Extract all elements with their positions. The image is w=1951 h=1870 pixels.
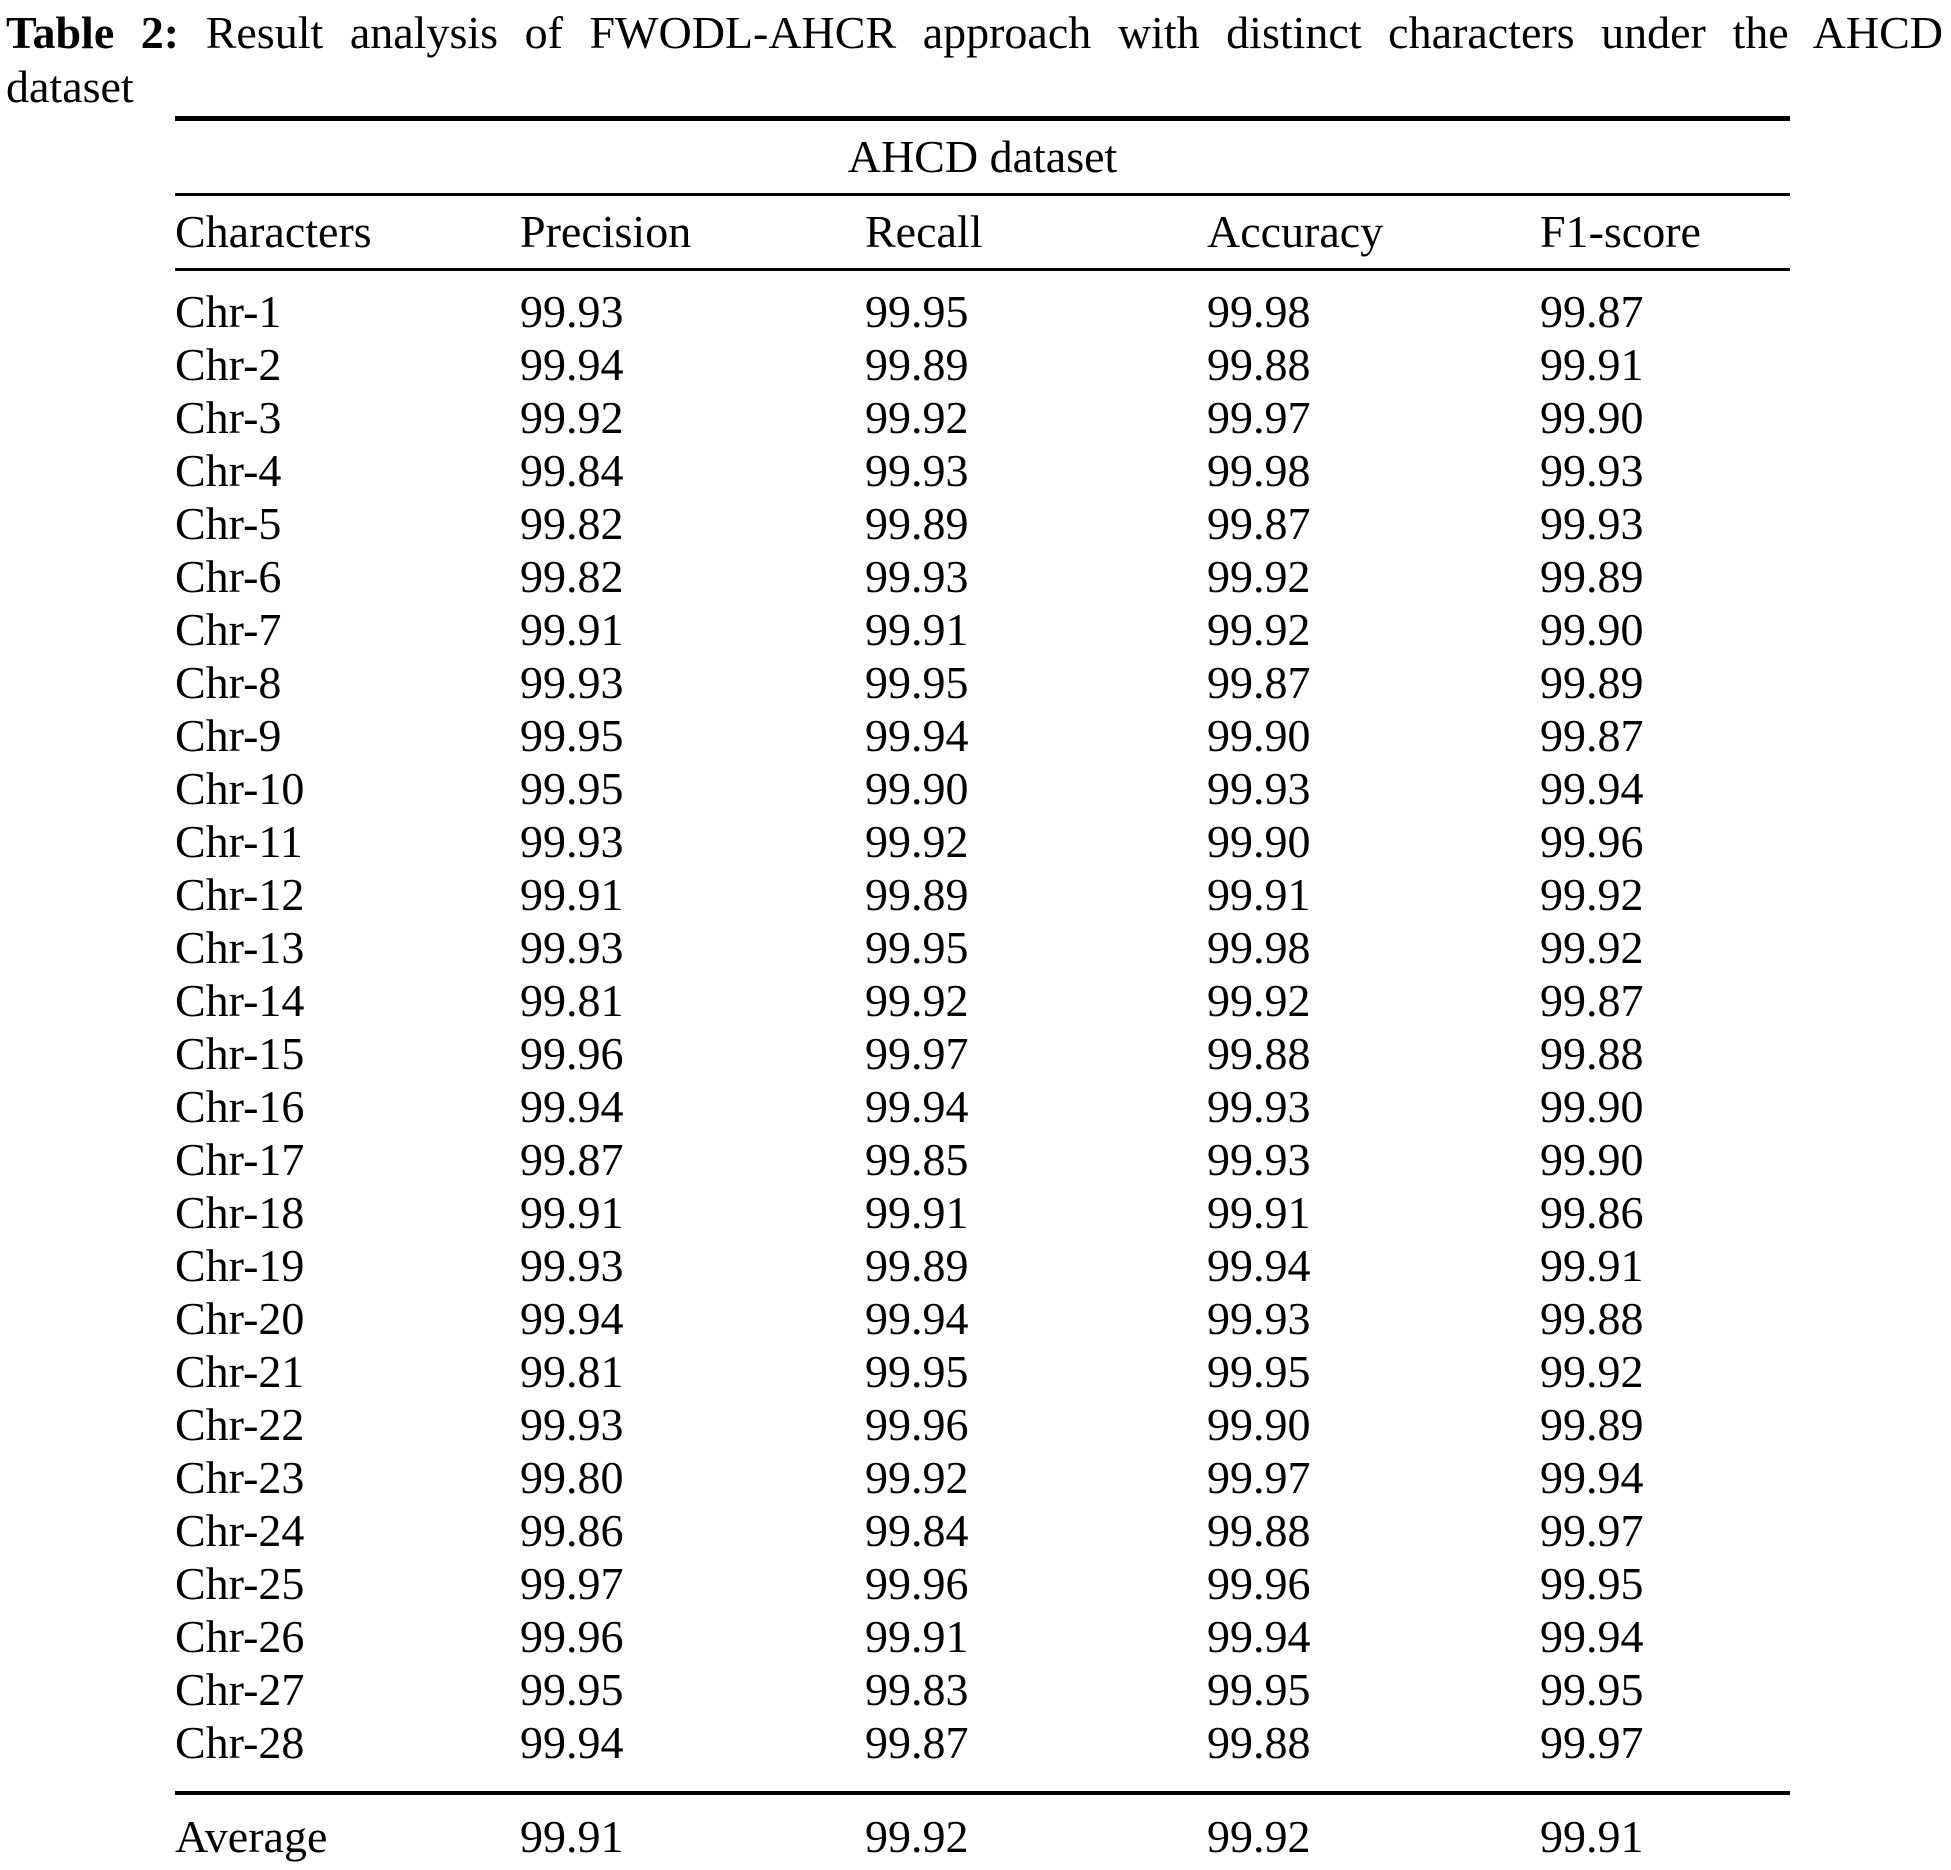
row-character-label: Chr-3 [175,391,282,443]
accuracy-value: 99.90 [1207,815,1311,867]
accuracy-value: 99.97 [1207,1451,1311,1503]
precision-value: 99.87 [520,1133,624,1185]
precision-value: 99.93 [520,656,624,708]
recall-value: 99.97 [865,1027,969,1079]
precision-value: 99.96 [520,1610,624,1662]
precision-value: 99.91 [520,1186,624,1238]
precision-value: 99.95 [520,1663,624,1715]
row-character-label: Chr-24 [175,1504,305,1556]
recall-value: 99.87 [865,1716,1207,1793]
recall-value: 99.96 [865,1557,969,1609]
table-row [175,974,1790,1027]
results-table-foot [175,1793,1790,1870]
row-character-label: Chr-8 [175,656,282,708]
f1-score-value: 99.87 [1540,285,1644,337]
precision-value: 99.97 [520,1557,624,1609]
table-row [175,391,1790,444]
row-character-label: Chr-22 [175,1398,305,1450]
precision-value: 99.92 [520,391,624,443]
recall-value: 99.89 [865,338,969,390]
recall-value: 99.95 [865,921,969,973]
f1-score-value: 99.90 [1540,1080,1644,1132]
average-precision-value: 99.91 [520,1793,865,1870]
accuracy-value: 99.88 [1207,1504,1311,1556]
precision-value: 99.95 [520,709,624,761]
recall-value: 99.89 [865,497,969,549]
accuracy-value: 99.93 [1207,1133,1311,1185]
table-row [175,1186,1790,1239]
f1-score-value: 99.90 [1540,603,1644,655]
precision-value: 99.96 [520,1027,624,1079]
f1-score-value: 99.97 [1540,1716,1790,1793]
table-row [175,1133,1790,1186]
accuracy-value: 99.98 [1207,921,1311,973]
accuracy-value: 99.92 [1207,603,1311,655]
recall-value: 99.92 [865,974,969,1026]
f1-score-value: 99.89 [1540,550,1644,602]
precision-value: 99.94 [520,1716,865,1793]
row-character-label: Chr-19 [175,1239,305,1291]
row-character-label: Chr-14 [175,974,305,1026]
column-header-f1-score: F1-score [1540,195,1790,270]
precision-value: 99.91 [520,868,624,920]
row-character-label: Chr-18 [175,1186,305,1238]
precision-value: 99.86 [520,1504,624,1556]
recall-value: 99.95 [865,285,969,337]
table-row [175,1451,1790,1504]
f1-score-value: 99.92 [1540,1345,1644,1397]
accuracy-value: 99.94 [1207,1239,1311,1291]
recall-value: 99.92 [865,815,969,867]
recall-value: 99.95 [865,656,969,708]
recall-value: 99.93 [865,550,969,602]
recall-value: 99.91 [865,603,969,655]
table-row [175,921,1790,974]
accuracy-value: 99.93 [1207,1080,1311,1132]
row-character-label: Chr-4 [175,444,282,496]
average-f1-score-value: 99.91 [1540,1793,1790,1870]
table-row [175,762,1790,815]
f1-score-value: 99.95 [1540,1557,1644,1609]
table-row [175,1239,1790,1292]
f1-score-value: 99.88 [1540,1292,1644,1344]
accuracy-value: 99.94 [1207,1610,1311,1662]
accuracy-value: 99.97 [1207,391,1311,443]
table-row [175,338,1790,391]
f1-score-value: 99.86 [1540,1186,1644,1238]
row-character-label: Chr-13 [175,921,305,973]
precision-value: 99.80 [520,1451,624,1503]
recall-value: 99.91 [865,1610,969,1662]
precision-value: 99.95 [520,762,624,814]
accuracy-value: 99.90 [1207,1398,1311,1450]
recall-value: 99.94 [865,1080,969,1132]
f1-score-value: 99.90 [1540,1133,1644,1185]
row-character-label: Chr-15 [175,1027,305,1079]
row-character-label: Chr-17 [175,1133,305,1185]
recall-value: 99.85 [865,1133,969,1185]
accuracy-value: 99.88 [1207,1716,1540,1793]
precision-value: 99.91 [520,603,624,655]
precision-value: 99.93 [520,921,624,973]
row-character-label: Chr-11 [175,815,303,867]
row-character-label: Chr-10 [175,762,305,814]
precision-value: 99.93 [520,1398,624,1450]
table-row [175,1716,1790,1793]
f1-score-value: 99.90 [1540,391,1644,443]
table-row [175,1557,1790,1610]
accuracy-value: 99.90 [1207,709,1311,761]
table-row [175,270,1790,339]
f1-score-value: 99.92 [1540,921,1644,973]
table-row [175,1610,1790,1663]
average-row [175,1793,1790,1870]
table-row [175,1080,1790,1133]
accuracy-value: 99.88 [1207,338,1311,390]
f1-score-value: 99.88 [1540,1027,1644,1079]
f1-score-value: 99.89 [1540,1398,1644,1450]
recall-value: 99.96 [865,1398,969,1450]
row-character-label: Chr-28 [175,1716,520,1793]
average-row-label: Average [175,1793,520,1870]
f1-score-value: 99.87 [1540,974,1644,1026]
results-table [175,116,1790,1870]
table-row [175,815,1790,868]
average-accuracy-value: 99.92 [1207,1793,1540,1870]
column-header-precision: Precision [520,195,865,270]
accuracy-value: 99.92 [1207,974,1311,1026]
span-header-ahcd-dataset: AHCD dataset [175,119,1790,195]
f1-score-value: 99.94 [1540,1610,1644,1662]
precision-value: 99.81 [520,1345,624,1397]
accuracy-value: 99.91 [1207,868,1311,920]
recall-value: 99.94 [865,1292,969,1344]
accuracy-value: 99.87 [1207,656,1311,708]
precision-value: 99.82 [520,497,624,549]
recall-value: 99.89 [865,1239,969,1291]
table-body [175,270,1790,1794]
accuracy-value: 99.98 [1207,444,1311,496]
column-header-row [175,195,1790,270]
recall-value: 99.89 [865,868,969,920]
table-row [175,1292,1790,1345]
table-row [175,497,1790,550]
accuracy-value: 99.87 [1207,497,1311,549]
average-recall-value: 99.92 [865,1793,1207,1870]
precision-value: 99.93 [520,285,624,337]
table-row [175,444,1790,497]
row-character-label: Chr-12 [175,868,305,920]
f1-score-value: 99.92 [1540,868,1644,920]
row-character-label: Chr-26 [175,1610,305,1662]
table-caption-line1 [6,6,1943,60]
precision-value: 99.81 [520,974,624,1026]
span-header-row [175,119,1790,195]
f1-score-value: 99.94 [1540,1451,1644,1503]
recall-value: 99.92 [865,391,969,443]
table-caption-line2: dataset [6,61,134,112]
table-caption-text: Result analysis of FWODL-AHCR approach with distinct characters under the AHCD [205,7,1944,58]
f1-score-value: 99.94 [1540,762,1644,814]
recall-value: 99.90 [865,762,969,814]
recall-value: 99.95 [865,1345,969,1397]
precision-value: 99.94 [520,1080,624,1132]
row-character-label: Chr-6 [175,550,282,602]
accuracy-value: 99.98 [1207,285,1311,337]
table-row [175,1398,1790,1451]
recall-value: 99.93 [865,444,969,496]
f1-score-value: 99.87 [1540,709,1644,761]
results-table-head [175,119,1790,270]
row-character-label: Chr-16 [175,1080,305,1132]
row-character-label: Chr-25 [175,1557,305,1609]
table-row [175,868,1790,921]
f1-score-value: 99.93 [1540,497,1644,549]
f1-score-value: 99.96 [1540,815,1644,867]
recall-value: 99.94 [865,709,969,761]
row-character-label: Chr-9 [175,709,282,761]
row-character-label: Chr-1 [175,285,282,337]
table-row [175,656,1790,709]
table-row [175,1504,1790,1557]
column-header-recall: Recall [865,195,1207,270]
table-row [175,1027,1790,1080]
f1-score-value: 99.91 [1540,338,1644,390]
table-caption [0,0,1951,114]
f1-score-value: 99.93 [1540,444,1644,496]
recall-value: 99.92 [865,1451,969,1503]
row-character-label: Chr-2 [175,338,282,390]
accuracy-value: 99.95 [1207,1663,1311,1715]
table-row [175,709,1790,762]
accuracy-value: 99.88 [1207,1027,1311,1079]
f1-score-value: 99.89 [1540,656,1644,708]
column-header-characters: Characters [175,195,520,270]
row-character-label: Chr-21 [175,1345,305,1397]
accuracy-value: 99.91 [1207,1186,1311,1238]
precision-value: 99.84 [520,444,624,496]
f1-score-value: 99.95 [1540,1663,1644,1715]
precision-value: 99.93 [520,1239,624,1291]
accuracy-value: 99.92 [1207,550,1311,602]
row-character-label: Chr-7 [175,603,282,655]
recall-value: 99.83 [865,1663,969,1715]
table-row [175,603,1790,656]
table-caption-label: Table 2: [6,7,180,58]
f1-score-value: 99.97 [1540,1504,1644,1556]
accuracy-value: 99.96 [1207,1557,1311,1609]
accuracy-value: 99.93 [1207,762,1311,814]
row-character-label: Chr-27 [175,1663,305,1715]
row-character-label: Chr-5 [175,497,282,549]
table-row [175,1663,1790,1716]
table-row [175,550,1790,603]
f1-score-value: 99.91 [1540,1239,1644,1291]
accuracy-value: 99.93 [1207,1292,1311,1344]
precision-value: 99.94 [520,1292,624,1344]
table-row [175,1345,1790,1398]
row-character-label: Chr-23 [175,1451,305,1503]
accuracy-value: 99.95 [1207,1345,1311,1397]
column-header-accuracy: Accuracy [1207,195,1540,270]
precision-value: 99.94 [520,338,624,390]
recall-value: 99.91 [865,1186,969,1238]
recall-value: 99.84 [865,1504,969,1556]
precision-value: 99.82 [520,550,624,602]
precision-value: 99.93 [520,815,624,867]
row-character-label: Chr-20 [175,1292,305,1344]
